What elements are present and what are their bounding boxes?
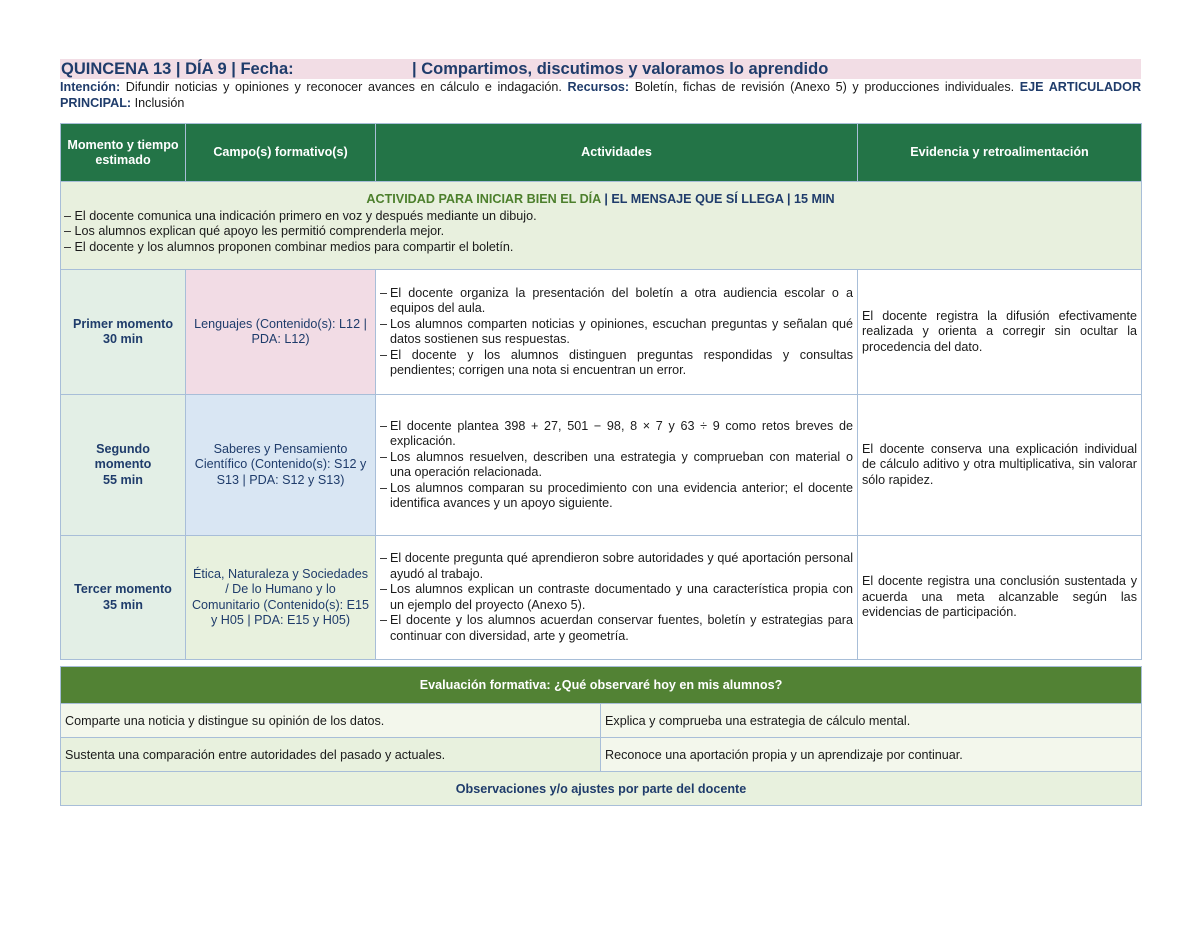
campo-cell: Saberes y Pensamiento Científico (Contenido(s): S12 y S13 | PDA: S12 y S13) (186, 395, 376, 536)
evaluation-item: Reconoce una aportación propia y un aprendizaje por continuar. (601, 738, 1142, 772)
header-campo: Campo(s) formativo(s) (186, 124, 376, 182)
activity-item: – El docente y los alumnos acuerdan conservar fuentes, boletín y estrategias para continuar con diversidad, arte y geometría. (379, 613, 853, 644)
moment-cell: Segundo momento 55 min (61, 395, 186, 536)
start-item: – El docente y los alumnos proponen combinar medios para compartir el boletín. (64, 239, 514, 254)
evidence-cell: El docente registra una conclusión sustentada y acuerda una meta alcanzable según las evidencias de participación. (858, 536, 1142, 660)
start-item: – El docente comunica una indicación primero en voz y después mediante un dibujo. (64, 208, 537, 223)
header-evidencia: Evidencia y retroalimentación (858, 124, 1142, 182)
activity-item: – Los alumnos resuelven, describen una estrategia y comprueban con material o una operación relacionada. (379, 450, 853, 481)
evaluation-item: Comparte una noticia y distingue su opinión de los datos. (61, 704, 601, 738)
moment-cell: Primer momento 30 min (61, 270, 186, 395)
activity-item: – Los alumnos comparan su procedimiento con una evidencia anterior; el docente identifica avances y un apoyo siguiente. (379, 481, 853, 512)
moment-row-1 (61, 270, 1142, 395)
activities-cell (376, 395, 858, 536)
intencion-text: Difundir noticias y opiniones y reconocer avances en cálculo e indagación. (125, 80, 562, 94)
activities-cell (376, 270, 858, 395)
header-momento: Momento y tiempo estimado (61, 124, 186, 182)
activity-item: – El docente y los alumnos distinguen preguntas respondidas y consultas pendientes; corrigen una nota si encuentran un error. (379, 348, 853, 379)
intencion-label: Intención: (60, 80, 121, 94)
recursos-text: Boletín, fichas de revisión (Anexo 5) y producciones individuales. (634, 80, 1015, 94)
moment-row-3 (61, 536, 1142, 660)
plan-subtitle: | Compartimos, discutimos y valoramos lo aprendido (412, 60, 829, 78)
activities-cell (376, 536, 858, 660)
title-bar (60, 59, 1141, 79)
intro-paragraph (60, 80, 1141, 111)
evidence-cell: El docente registra la difusión efectivamente realizada y orienta a corregir sin ocultar la procedencia del dato. (858, 270, 1142, 395)
lesson-plan-page (60, 59, 1141, 806)
eje-text: Inclusión (134, 95, 185, 110)
plan-title: QUINCENA 13 | DÍA 9 | Fecha: (61, 60, 294, 78)
plan-table (60, 123, 1142, 660)
observations-row: Observaciones y/o ajustes por parte del docente (61, 772, 1142, 806)
moment-row-2 (61, 395, 1142, 536)
moment-cell: Tercer momento 35 min (61, 536, 186, 660)
activity-item: – Los alumnos comparten noticias y opiniones, escuchan preguntas y señalan qué datos sostienen sus respuestas. (379, 317, 853, 348)
evaluation-item: Explica y comprueba una estrategia de cálculo mental. (601, 704, 1142, 738)
evaluation-title: Evaluación formativa: ¿Qué observaré hoy en mis alumnos? (61, 667, 1142, 704)
start-activity-row (61, 182, 1142, 270)
activity-item: – El docente plantea 398 + 27, 501 − 98, 8 × 7 y 63 ÷ 9 como retos breves de explicación. (379, 419, 853, 450)
activity-item: – El docente organiza la presentación del boletín a otra audiencia escolar o a equipos del aula. (379, 286, 853, 317)
evidence-cell: El docente conserva una explicación individual de cálculo aditivo y otra multiplicativa, sin valorar sólo rapidez. (858, 395, 1142, 536)
start-activity-title: ACTIVIDAD PARA INICIAR BIEN EL DÍA | EL MENSAJE QUE SÍ LLEGA | 15 MIN (366, 192, 835, 206)
evaluation-item: Sustenta una comparación entre autoridades del pasado y actuales. (61, 738, 601, 772)
recursos-label: Recursos: (567, 80, 630, 94)
evaluation-table (60, 666, 1142, 806)
activity-item: – El docente pregunta qué aprendieron sobre autoridades y qué aportación personal ayudó al trabajo. (379, 551, 853, 582)
campo-cell: Ética, Naturaleza y Sociedades / De lo Humano y lo Comunitario (Contenido(s): E15 y H05 | PDA: E15 y H05) (186, 536, 376, 660)
start-activity-cell (61, 182, 1142, 270)
start-item: – Los alumnos explican qué apoyo les permitió comprenderla mejor. (64, 224, 445, 238)
header-actividades: Actividades (376, 124, 858, 182)
plan-header-row (61, 124, 1142, 182)
campo-cell: Lenguajes (Contenido(s): L12 | PDA: L12) (186, 270, 376, 395)
eje-label: EJE ARTICULADOR PRINCIPAL: (60, 80, 1142, 110)
activity-item: – Los alumnos explican un contraste documentado y una característica propia con un ejemplo del proyecto (Anexo 5). (379, 582, 853, 613)
